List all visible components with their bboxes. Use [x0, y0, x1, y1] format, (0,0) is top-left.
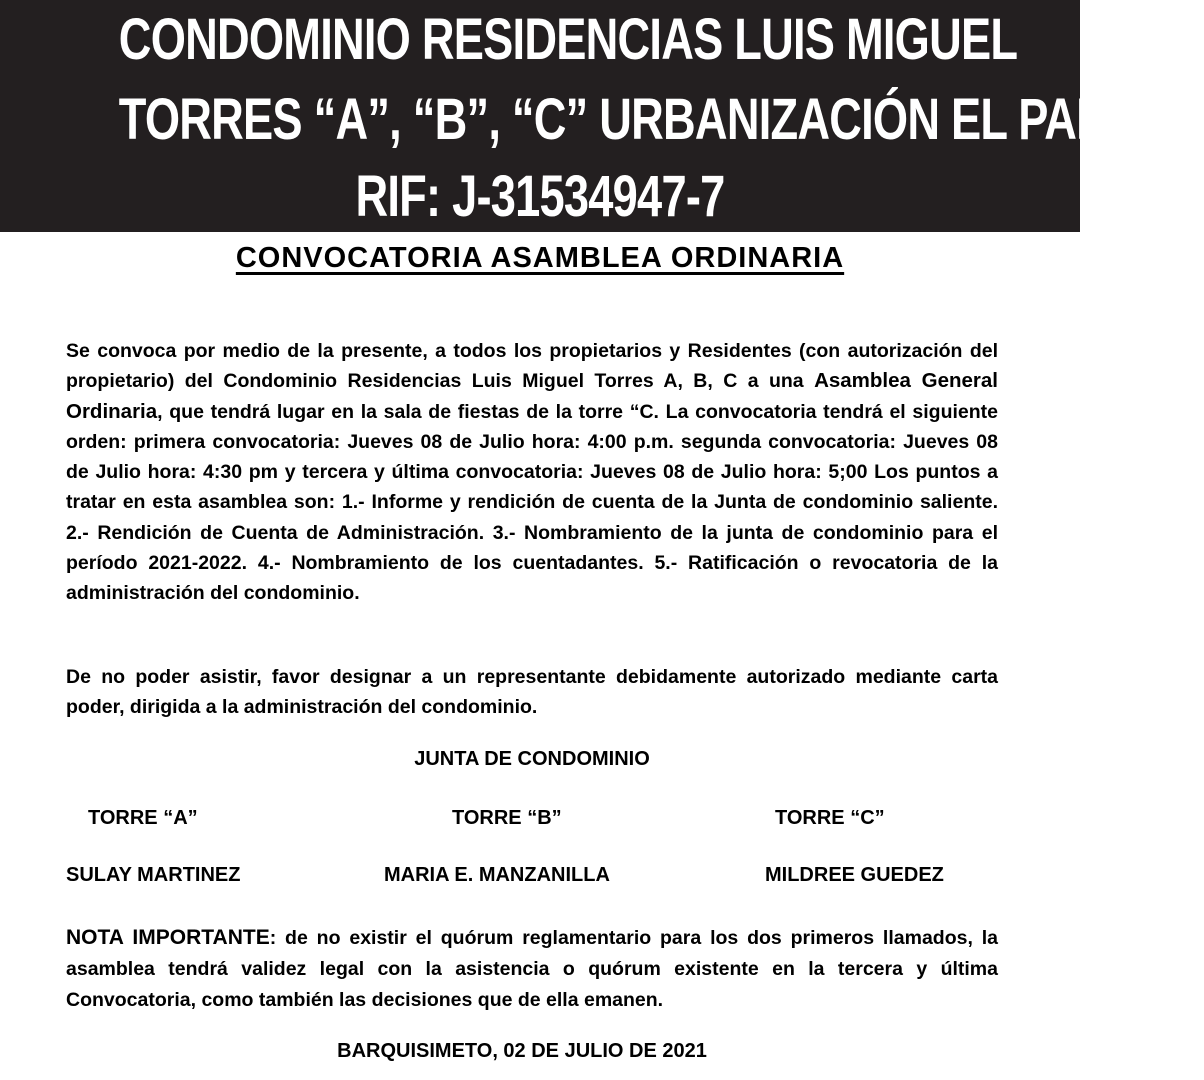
header-banner — [0, 0, 1204, 232]
condominium-rif: RIF: J-31534947-7 — [355, 164, 725, 229]
tower-a-member: SULAY MARTINEZ — [66, 864, 241, 886]
tower-c-label: TORRE “C” — [775, 807, 885, 829]
tower-b-label: TORRE “B” — [452, 807, 562, 829]
convocation-text-details: , que tendrá lugar en la sala de fiestas de la torre “C. La convocatoria tendrá el siguiente orden: primera convocatoria: Jueves 08 de Julio hora: 4:00 p.m. segunda convocatoria: Jueves 08 de Julio hora: 4:30 pm y tercera y última convocatoria: Jueves 08 de Julio hora: 5;00 Los puntos a tratar en esta asamblea son: 1.- Informe y rendición de cuenta de la Junta de condominio saliente. 2.- Rendición de Cuenta de Administración. 3.- Nombramiento de la junta de condominio para el período 2021-2022. 4.- Nombramiento de los cuentadantes. 5.- Ratificación o revocatoria de la administración del condominio. — [66, 400, 998, 605]
representation-paragraph: De no poder asistir, favor designar a un representante debidamente autorizado mediante carta poder, dirigida a la administración del condominio. — [66, 666, 998, 719]
convocation-text-intro: Se convoca por medio de la presente, a todos los propietarios y Residentes (con autorización del propietario) del Condominio Residencias Luis Miguel Torres A, B, C a una — [66, 340, 998, 393]
convocation-paragraph — [66, 336, 998, 609]
document-title — [0, 242, 1080, 275]
condominium-location: TORRES “A”, “B”, “C” URBANIZACIÓN EL PARQUE — [118, 87, 1204, 152]
important-note-label: NOTA IMPORTANTE — [66, 926, 270, 949]
tower-a-label: TORRE “A” — [88, 807, 198, 829]
important-note-text: : de no existir el quórum reglamentario para los dos primeros llamados, la asamblea tendrá validez legal con la asistencia o quórum existente en la tercera y última Convocatoria, como también las decisiones que de ella emanen. — [66, 927, 998, 1011]
tower-c-member: MILDREE GUEDEZ — [765, 864, 944, 886]
important-note — [66, 922, 998, 1016]
assembly-type-emphasis: Asamblea General Ordinaria — [66, 369, 998, 423]
condominium-name: CONDOMINIO RESIDENCIAS LUIS MIGUEL — [118, 7, 1018, 72]
place-and-date: BARQUISIMETO, 02 DE JULIO DE 2021 — [337, 1040, 707, 1062]
tower-b-member: MARIA E. MANZANILLA — [384, 864, 610, 886]
document-title-text: CONVOCATORIA ASAMBLEA ORDINARIA — [235, 242, 845, 274]
junta-heading: JUNTA DE CONDOMINIO — [414, 748, 650, 770]
